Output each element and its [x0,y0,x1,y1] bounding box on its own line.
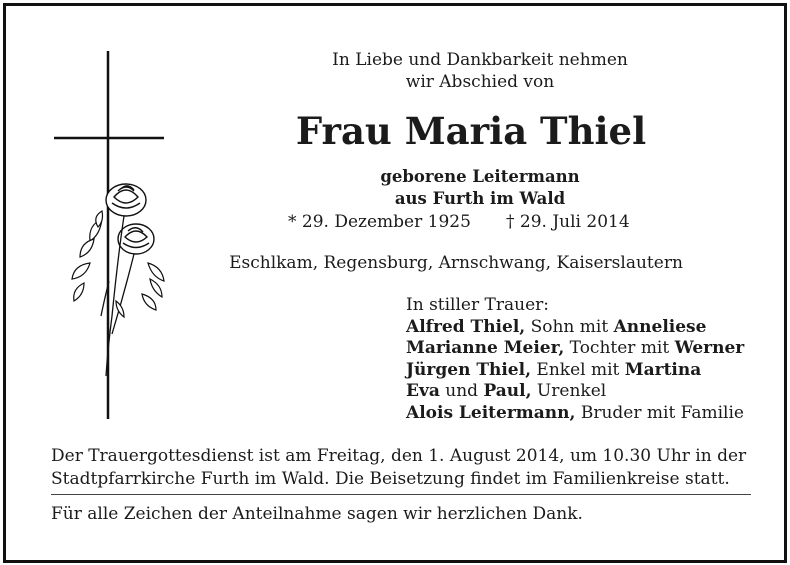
service-line-2: Stadtpfarrkirche Furth im Wald. Die Beisetzung findet im Familienkreise statt. [51,469,730,489]
mourners-list [406,295,744,424]
origin: aus Furth im Wald [394,189,566,208]
intro-line-1: In Liebe und Dankbarkeit nehmen [332,50,628,70]
intro-text [320,49,640,93]
mourner-name: Eva [406,381,440,401]
mourner-row [406,403,744,425]
mourning-heading: In stiller Trauer: [406,295,549,315]
mourner-relation: Tochter mit [564,338,675,358]
mourner-suffix: Urenkel [531,381,607,401]
mourner-relation: und [439,381,484,401]
maiden-name: geborene Leitermann [380,167,580,186]
mourner-name: Alois Leitermann, [406,402,576,423]
mourner-name: Jürgen Thiel, [406,359,532,380]
birth-info [320,166,640,210]
death-date: † 29. Juli 2014 [506,212,630,232]
service-line-1: Der Trauergottesdienst ist am Freitag, den 1. August 2014, um 10.30 Uhr in der [51,446,747,466]
mourner-relation: Sohn mit [525,316,614,337]
mourner-partner: Anneliese [613,316,707,337]
obituary-notice [3,3,787,563]
divider [51,494,751,495]
mourner-row [406,360,744,382]
mourner-row [406,381,744,403]
mourner-relation: Enkel mit [531,359,625,380]
mourner-name: Marianne Meier, [406,338,565,358]
mourner-name: Alfred Thiel, [406,316,526,337]
intro-line-2: wir Abschied von [405,72,555,92]
thanks-text: Für alle Zeichen der Anteilnahme sagen wir herzlichen Dank. [51,504,583,524]
places: Eschlkam, Regensburg, Arnschwang, Kaiserslautern [229,253,683,273]
mourner-partner: Werner [674,338,745,358]
mourner-row [406,317,744,339]
birth-date: * 29. Dezember 1925 [288,212,471,232]
mourner-partner: Paul, [483,381,532,401]
service-info [51,445,771,491]
cross-with-roses-icon [54,51,214,421]
deceased-name: Frau Maria Thiel [295,109,647,153]
mourner-partner: Martina [624,359,702,380]
mourner-row [406,338,744,360]
mourner-relation: Bruder mit Familie [575,402,744,423]
